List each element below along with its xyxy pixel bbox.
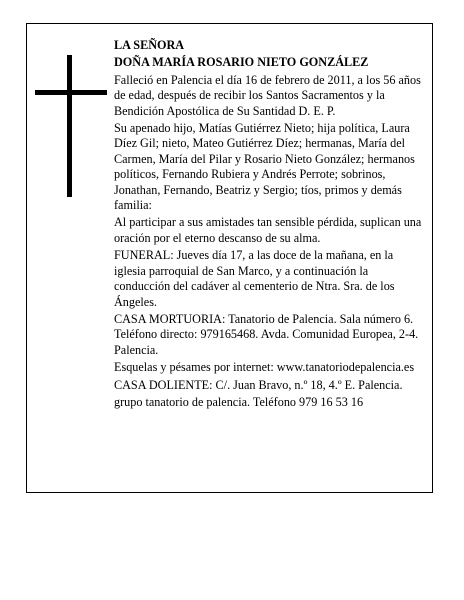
funeral-details: FUNERAL: Jueves día 17, a las doce de la mañana, en la iglesia parroquial de San Marco, y a continuación la conducción del cadáver al cementerio de Ntra. Sra. de los Ángeles. bbox=[114, 248, 395, 309]
cross-icon bbox=[35, 55, 107, 197]
obituary-text bbox=[114, 38, 426, 412]
cross-vertical-bar bbox=[67, 55, 72, 197]
funeral-home-details: CASA MORTUORIA: Tanatorio de Palencia. Sala número 6. Teléfono directo: 979165468. Avda. Comunidad Europea, 2-4. Palencia. bbox=[114, 311, 419, 357]
cross-horizontal-bar bbox=[35, 90, 107, 95]
family-list: Su apenado hijo, Matías Gutiérrez Nieto; hija política, Laura Díez Gil; nieto, Mateo Gutiérrez Díez; hermanas, María del Carmen, María del Pilar y Rosario Nieto González; hermanos políticos, Fernando Rubiera y Andrés Perrote; sobrinos, Jonathan, Fernando, Beatriz y Sergio; tíos, primos y demás familia: bbox=[114, 121, 415, 213]
family-residence: CASA DOLIENTE: C/. Juan Bravo, n.º 18, 4.º E. Palencia. bbox=[114, 377, 403, 392]
death-announcement: Falleció en Palencia el día 16 de febrero de 2011, a los 56 años de edad, después de recibir los Santos Sacramentos y la Bendición Apostólica de Su Santidad D. E. P. bbox=[114, 72, 421, 118]
prayer-request: Al participar a sus amistades tan sensible pérdida, suplican una oración por el eterno descanso de su alma. bbox=[114, 215, 422, 245]
heading-line-1: LA SEÑORA bbox=[114, 38, 185, 52]
footer-contact: grupo tanatorio de palencia. Teléfono 979 16 53 16 bbox=[114, 394, 364, 409]
deceased-name: DOÑA MARÍA ROSARIO NIETO GONZÁLEZ bbox=[114, 55, 369, 70]
online-condolences: Esquelas y pésames por internet: www.tanatoriodepalencia.es bbox=[114, 360, 415, 375]
